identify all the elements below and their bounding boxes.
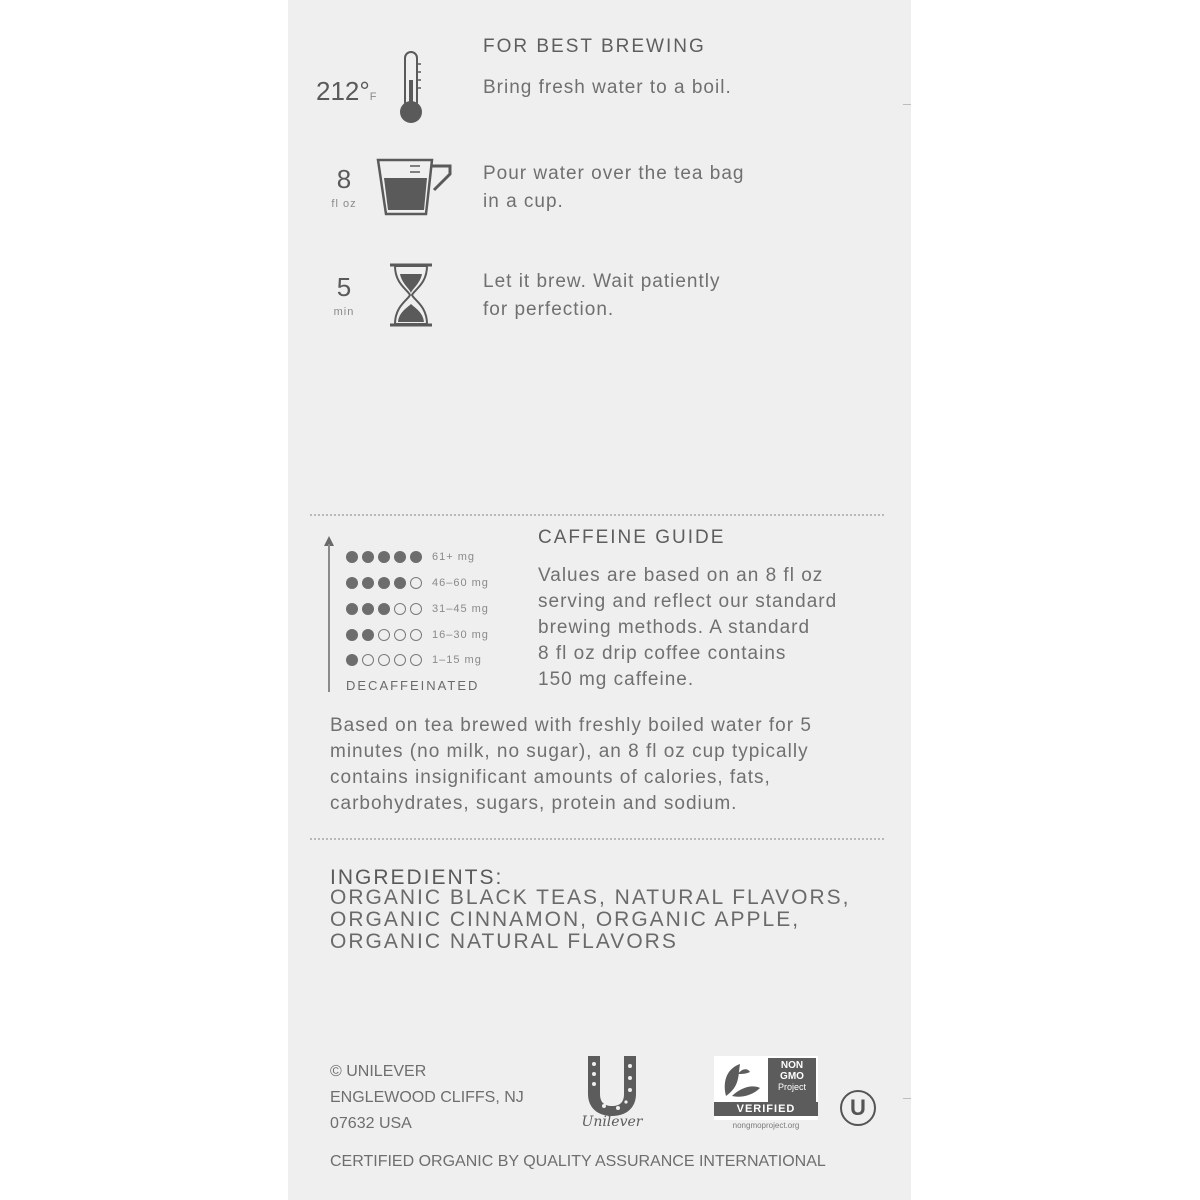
time-unit: min (333, 306, 355, 318)
caffeine-dot-filled (346, 551, 358, 563)
unilever-logo-icon (584, 1054, 640, 1118)
caffeine-dot-filled (362, 603, 374, 615)
caffeine-dot-empty (394, 629, 406, 641)
caffeine-dot-filled (378, 577, 390, 589)
caffeine-level-label: 61+ mg (432, 551, 475, 563)
caffeine-level-label: 16–30 mg (432, 629, 489, 641)
caffeine-dot-empty (410, 603, 422, 615)
caffeine-dot-filled (346, 577, 358, 589)
caffeine-dot-empty (378, 654, 390, 666)
section-divider (310, 514, 884, 516)
thermometer-icon (396, 50, 426, 126)
caffeine-dot-filled (394, 551, 406, 563)
edge-tick (903, 104, 911, 105)
caffeine-level-row (346, 601, 489, 617)
non-gmo-line2: GMO (780, 1071, 804, 1082)
non-gmo-line1: NON (780, 1060, 804, 1071)
ingredients-list: ORGANIC BLACK TEAS, NATURAL FLAVORS, ORGANIC CINNAMON, ORGANIC APPLE, ORGANIC NATURAL FLAVORS (330, 886, 851, 953)
caffeine-dot-empty (410, 629, 422, 641)
edge-tick (903, 1098, 911, 1099)
caffeine-dot-empty (362, 654, 374, 666)
caffeine-dot-filled (346, 603, 358, 615)
brewing-title: FOR BEST BREWING (483, 36, 706, 57)
caffeine-dot-filled (378, 551, 390, 563)
section-divider (310, 838, 884, 840)
non-gmo-block (768, 1058, 816, 1102)
caffeine-dot-filled (410, 551, 422, 563)
caffeine-level-row (346, 652, 482, 668)
nutrition-note: Based on tea brewed with freshly boiled water for 5 minutes (no milk, no sugar), an 8 fl oz cup typically contains insignificant amounts of calories, fats, carbohydrates, sugars, protein and sodium. (330, 715, 812, 814)
caffeine-level-row (346, 549, 475, 565)
caffeine-scale-arrow-icon (322, 534, 336, 694)
non-gmo-badge (714, 1056, 818, 1120)
caffeine-dot-empty (378, 629, 390, 641)
caffeine-level-label: 1–15 mg (432, 654, 482, 666)
unilever-wordmark: Unilever (581, 1114, 643, 1130)
kosher-symbol-icon: U (840, 1090, 876, 1126)
brewing-step-3-text: Let it brew. Wait patiently for perfection. (483, 271, 721, 320)
temperature-value (316, 76, 377, 107)
caffeine-dot-filled (362, 577, 374, 589)
caffeine-dot-filled (346, 629, 358, 641)
non-gmo-url: nongmoproject.org (732, 1121, 800, 1130)
caffeine-dot-filled (378, 603, 390, 615)
brewing-step-1-text: Bring fresh water to a boil. (483, 77, 732, 98)
volume-number: 8 (336, 164, 352, 194)
caffeine-title: CAFFEINE GUIDE (538, 527, 726, 548)
temperature-unit: F (369, 91, 377, 103)
caffeine-level-label: 31–45 mg (432, 603, 489, 615)
temperature-number: 212° (316, 76, 370, 106)
time-number: 5 (336, 272, 352, 302)
caffeine-level-row (346, 575, 489, 591)
caffeine-dot-filled (362, 629, 374, 641)
caffeine-level-row (346, 627, 489, 643)
non-gmo-line3: Project (777, 1082, 806, 1092)
caffeine-dot-empty (394, 654, 406, 666)
non-gmo-verified: VERIFIED (714, 1102, 818, 1116)
caffeine-description: Values are based on an 8 fl oz serving and reflect our standard brewing methods. A standard 8 fl oz drip coffee contains 150 mg caffeine. (538, 565, 838, 690)
ingredients-heading: INGREDIENTS: (330, 866, 504, 889)
hourglass-icon (388, 262, 434, 328)
organic-certification: CERTIFIED ORGANIC BY QUALITY ASSURANCE INTERNATIONAL (330, 1153, 826, 1170)
decaffeinated-label: DECAFFEINATED (346, 678, 480, 693)
caffeine-dot-filled (362, 551, 374, 563)
caffeine-dot-empty (410, 654, 422, 666)
caffeine-dot-filled (346, 654, 358, 666)
brewing-step-2-text: Pour water over the tea bag in a cup. (483, 163, 745, 212)
volume-unit: fl oz (331, 198, 357, 210)
caffeine-dot-empty (394, 603, 406, 615)
butterfly-leaf-icon (718, 1060, 764, 1100)
measuring-cup-icon (374, 156, 456, 218)
caffeine-dot-empty (410, 577, 422, 589)
company-address: © UNILEVER ENGLEWOOD CLIFFS, NJ 07632 USA (330, 1063, 524, 1132)
caffeine-dot-filled (394, 577, 406, 589)
caffeine-level-label: 46–60 mg (432, 577, 489, 589)
